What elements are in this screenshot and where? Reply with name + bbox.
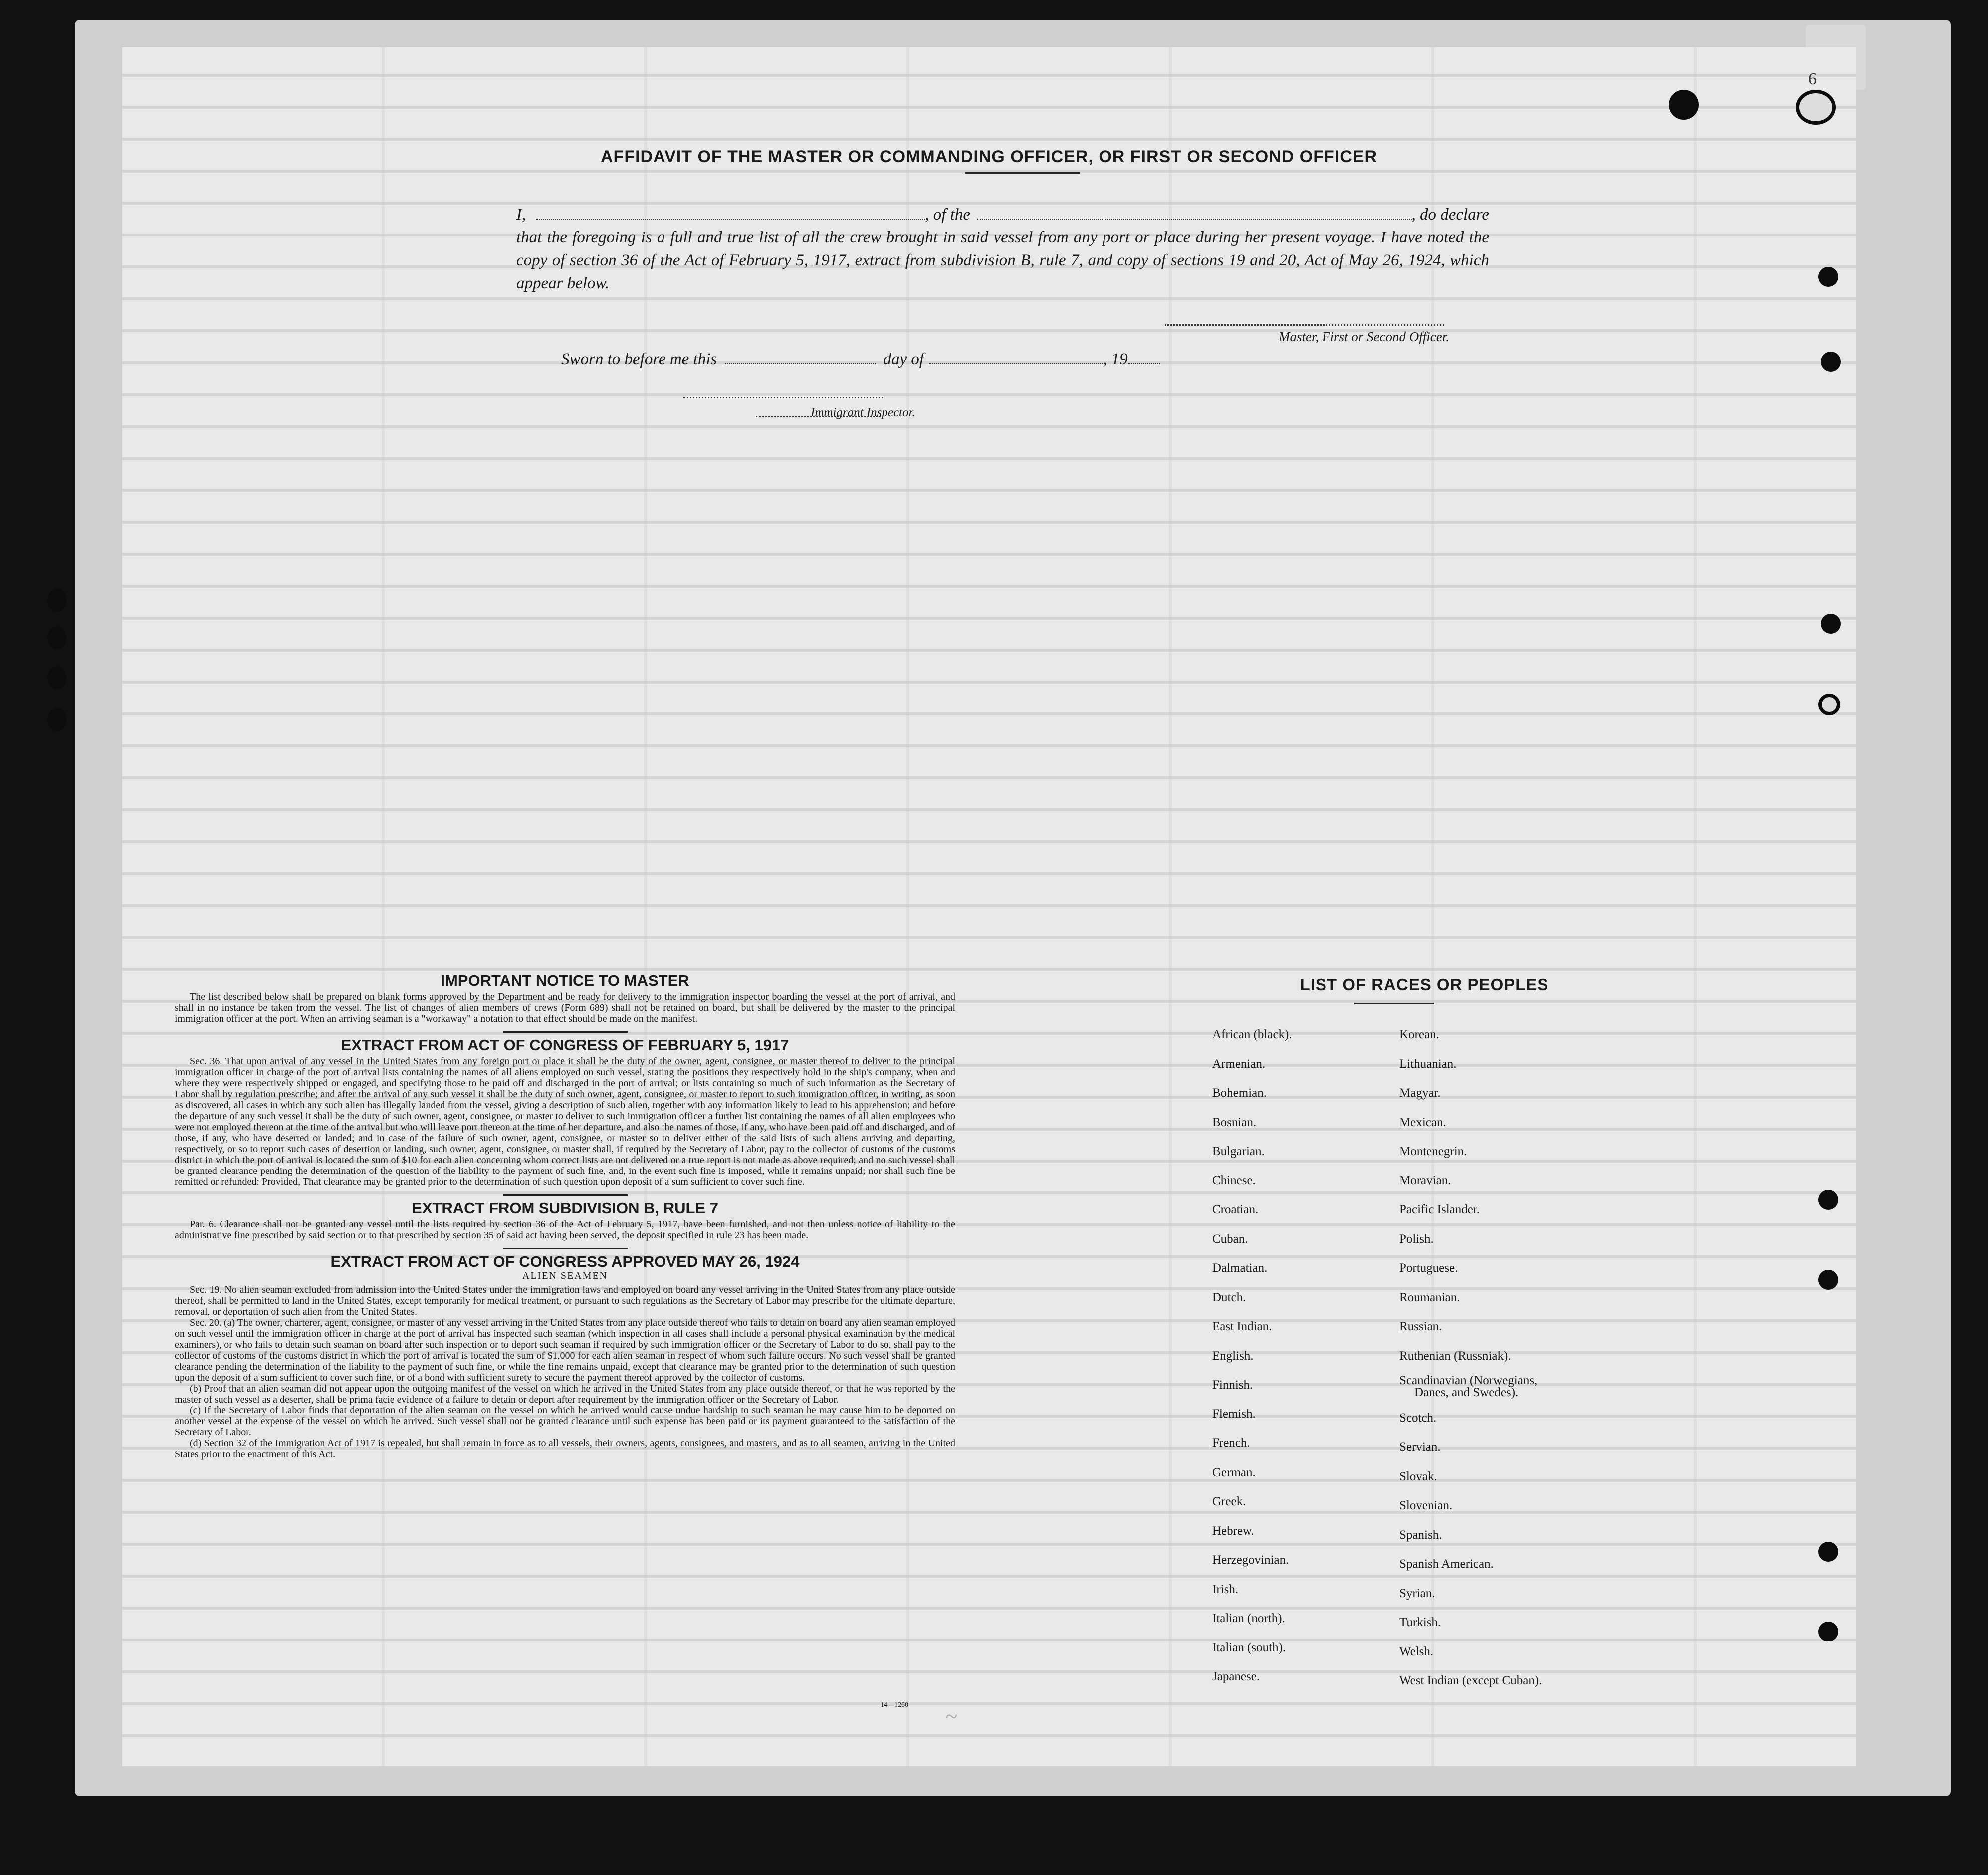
race-item: Korean. [1399, 1028, 1439, 1041]
race-item: African (black). [1212, 1028, 1292, 1041]
extract-1924-title: EXTRACT FROM ACT OF CONGRESS APPROVED MAY 26, 1924 [330, 1253, 800, 1270]
race-item: Chinese. [1212, 1173, 1256, 1187]
page-number-annotation: 6 [1808, 70, 1817, 88]
race-item: German. [1212, 1465, 1256, 1479]
sec20b-text: (b) Proof that an alien seaman did not appear upon the outgoing manifest of the vessel on which he arrived in the United States from any place outside thereof, or that he was reported by the master of such vessel as a deserter, shall be prima facie evidence of a failure to detain or deport after requirement by the immigration officer or the Secretary of Labor. [175, 1383, 955, 1405]
affidavit-title: AFFIDAVIT OF THE MASTER OR COMMANDING OFFICER, OR FIRST OR SECOND OFFICER [601, 147, 1377, 166]
affidavit-body [516, 202, 1489, 295]
race-item-line: Scandinavian (Norwegians, [1399, 1374, 1538, 1387]
race-item: Herzegovinian. [1212, 1553, 1289, 1567]
race-item: Lithuanian. [1399, 1057, 1457, 1071]
race-item: Montenegrin. [1399, 1145, 1467, 1158]
section-rule [503, 1031, 628, 1033]
name-blank[interactable] [536, 202, 925, 220]
sworn-day-blank[interactable] [725, 347, 876, 364]
race-item: Italian (north). [1212, 1612, 1285, 1625]
inspector-label: Immigrant Inspector. [811, 406, 915, 419]
day-of-text: day of [883, 350, 924, 368]
extract-1917-text: Sec. 36. That upon arrival of any vessel in the United States from any foreign port or place it shall be the duty of the owner, agent, consignee, or master thereof to deliver to the principal immigration officer in charge of the port of arrival lists containing the names of all aliens employed on such vessel, stating the positions they respectively hold in the ship's company, when and where they were respectively shipped or engaged, and specifying those to be paid off and discharged in the port of arrival; or lists containing so much of such information as the Secretary of Labor shall by regulation prescribe; and after the arrival of any such vessel it shall be the duty of such owner, agent, consignee, or master to report to such immigration officer, in writing, as soon as discovered, all cases in which any such alien has illegally landed from the vessel, giving a description of such alien, together with any information likely to lead to his apprehension; and before the departure of any such vessel it shall be the duty of such owner, agent, consignee, or master to deliver to such immigration officer a further list containing the names of all alien employees who were not employed thereon at the time of the arrival but who will leave port thereon at the time of her departure, and also the names of those, if any, who have been paid off and discharged, and of those, if any, who have deserted or landed; and in case of the failure of such owner, agent, consignee, or master so to deliver either of the said lists of such aliens arriving and departing, respectively, or so to report such cases of desertion or landing, such owner, agent, consignee, or master shall, if required by the Secretary of Labor, pay to the collector of customs of the customs district in which the port of arrival is located the sum of $10 for each alien concerning whom correct lists are not delivered or a true report is not made as above required; and no such vessel shall be granted clearance pending the determination of the question of the liability to the payment of such fine, and, in the event such fine is imposed, while it remains unpaid; nor shall such fine be remitted or refunded: Provided, That clearance may be granted prior to the determination of such question upon deposit of a sum sufficient to cover such fine. [175, 1056, 955, 1187]
affidavit-i: I, [516, 206, 526, 224]
race-item: Polish. [1399, 1232, 1434, 1246]
races-rule [1354, 1003, 1434, 1004]
race-item: Ruthenian (Russniak). [1399, 1349, 1511, 1363]
sec20a-text: Sec. 20. (a) The owner, charterer, agent, consignee, or master of any vessel arriving in the United States from any place outside thereof who fails to detain on board any alien seaman employed on such vessel until the immigration officer in charge at the port of arrival has inspected such seaman (which inspection in all cases shall include a personal physical examination by the medical examiners), or who fails to detain such seaman on board after such inspection or to deport such seaman if required by such immigration officer or the Secretary of Labor to do so, shall pay to the collector of customs of the customs district in which the port of arrival is located the sum of $1,000 for each alien seaman in respect of whom such failure occurs. No such vessel shall be granted clearance pending the determination of the liability to the payment of such fine, or while the fine remains unpaid, except that clearance may be granted prior to the determination of such question upon the deposit of a sum sufficient to cover such fine, or of a bond with sufficient surety to secure the payment thereof approved by the collector of customs. [175, 1317, 955, 1383]
notice-column [175, 972, 955, 1460]
race-item: Finnish. [1212, 1378, 1253, 1392]
sec20c-text: (c) If the Secretary of Labor finds that deportation of the alien seaman on the vessel on which he arrived would cause undue hardship to such seaman he may cause him to be deported on another vessel at the expense of the vessel on which he arrived. Such vessel shall not be granted clearance until such expense has been paid or its payment guaranteed to the satisfaction of the Secretary of Labor. [175, 1405, 955, 1438]
race-item: Syrian. [1399, 1586, 1435, 1600]
inspector-signature-line[interactable] [683, 397, 883, 398]
race-item: Portuguese. [1399, 1261, 1458, 1275]
race-item: Armenian. [1212, 1057, 1266, 1071]
race-item: Flemish. [1212, 1407, 1256, 1421]
race-item-stacked [1399, 1371, 1542, 1404]
race-item: Bohemian. [1212, 1086, 1267, 1100]
binding-hole-left-4 [47, 708, 66, 731]
race-item: Italian (south). [1212, 1641, 1286, 1654]
race-item: Russian. [1399, 1320, 1442, 1333]
binding-hole-left-1 [47, 589, 66, 612]
race-item: Bulgarian. [1212, 1145, 1265, 1158]
punch-hole-right-3 [1821, 614, 1841, 634]
punch-hole-right-5 [1818, 1270, 1838, 1290]
race-item: Turkish. [1399, 1616, 1441, 1629]
race-item: Croatian. [1212, 1203, 1259, 1216]
race-item: Dalmatian. [1212, 1261, 1268, 1275]
race-item-line: Danes, and Swedes). [1414, 1386, 1519, 1399]
affidavit-do-declare: , do declare [1411, 206, 1489, 224]
extract-rule7-text: Par. 6. Clearance shall not be granted any vessel until the lists required by section 36 of the Act of February 5, 1917, have been furnished, and not then unless notice of liability to the administrative fine prescribed by said section or to that prescribed by section 35 of said act having been served, the deposit specified in rule 23 has been made. [175, 1219, 955, 1241]
race-item: Cuban. [1212, 1232, 1248, 1246]
race-item: Pacific Islander. [1399, 1203, 1480, 1216]
vessel-blank[interactable] [977, 202, 1412, 220]
signature-label: Master, First or Second Officer. [1279, 329, 1449, 344]
race-item: Slovenian. [1399, 1499, 1453, 1512]
year-prefix: , 19 [1103, 350, 1128, 368]
punch-hole-top-1 [1669, 90, 1699, 120]
section-rule [503, 1248, 628, 1249]
punch-hole-right-1 [1818, 267, 1838, 287]
punch-ring-right [1818, 694, 1840, 715]
race-item: English. [1212, 1349, 1254, 1363]
punch-hole-right-2 [1821, 352, 1841, 372]
alien-seamen-subtitle: ALIEN SEAMEN [522, 1270, 608, 1281]
race-item: Servian. [1399, 1440, 1441, 1454]
extract-rule7-title: EXTRACT FROM SUBDIVISION B, RULE 7 [412, 1199, 718, 1217]
race-item: Dutch. [1212, 1290, 1246, 1304]
race-item: Moravian. [1399, 1173, 1451, 1187]
race-item: Roumanian. [1399, 1290, 1460, 1304]
extract-1917-title: EXTRACT FROM ACT OF CONGRESS OF FEBRUARY 5, 1917 [341, 1036, 789, 1054]
bleed-through-ruling [122, 47, 1856, 1766]
race-item: Mexican. [1399, 1115, 1446, 1129]
races-title: LIST OF RACES OR PEOPLES [1300, 975, 1549, 994]
signature-line[interactable] [1165, 324, 1444, 326]
affidavit-of-the: , of the [925, 206, 970, 224]
punch-ring-top [1796, 90, 1836, 125]
sec20d-text: (d) Section 32 of the Immigration Act of 1917 is repealed, but shall remain in force as to all vessels, their owners, agents, consignees, and masters, and as to all seamen, arriving in the United States prior to the enactment of this Act. [175, 1438, 955, 1460]
race-item: Bosnian. [1212, 1115, 1257, 1129]
race-item: Japanese. [1212, 1670, 1260, 1683]
race-item: Hebrew. [1212, 1524, 1254, 1538]
form-number: 14—1260 [881, 1701, 908, 1709]
sec19-text: Sec. 19. No alien seaman excluded from admission into the United States under the immigration laws and employed on board any vessel arriving in the United States from any place outside thereof, shall be permitted to land in the United States, except temporarily for medical treatment, or pursuant to such regulations as the Secretary of Labor may prescribe for the ultimate departure, removal, or deportation of such alien from the United States. [175, 1284, 955, 1317]
races-column-2 [1399, 1020, 1542, 1696]
race-item: West Indian (except Cuban). [1399, 1674, 1542, 1687]
notice-title: IMPORTANT NOTICE TO MASTER [441, 972, 689, 989]
pencil-scrawl: ~ [945, 1704, 957, 1729]
race-item: East Indian. [1212, 1320, 1272, 1333]
punch-hole-right-4 [1818, 1190, 1838, 1210]
punch-hole-right-6 [1818, 1542, 1838, 1562]
sworn-line [561, 347, 1160, 369]
race-item: Slovak. [1399, 1469, 1437, 1483]
sworn-month-blank[interactable] [929, 347, 1103, 364]
race-item: Spanish. [1399, 1528, 1442, 1542]
race-item: French. [1212, 1436, 1250, 1450]
title-rule [965, 172, 1080, 174]
races-column-1 [1212, 1020, 1292, 1692]
affidavit-declaration-line [516, 202, 1489, 226]
binding-hole-left-3 [47, 666, 66, 689]
document-page [122, 47, 1856, 1766]
binding-hole-left-2 [47, 626, 66, 649]
race-item: Spanish American. [1399, 1557, 1494, 1571]
race-item: Scotch. [1399, 1411, 1437, 1425]
section-rule [503, 1194, 628, 1196]
affidavit-statement: that the foregoing is a full and true list of all the crew brought in said vessel from any port or place during her present voyage. I have noted the copy of section 36 of the Act of February 5, 1917, extract from subdivision B, rule 7, and copy of sections 19 and 20, Act of May 26, 1924, which appear below. [516, 229, 1489, 292]
sworn-text: Sworn to before me this [561, 350, 717, 368]
race-item: Greek. [1212, 1495, 1246, 1508]
race-item: Welsh. [1399, 1644, 1434, 1658]
race-item: Irish. [1212, 1582, 1239, 1596]
punch-hole-right-7 [1818, 1622, 1838, 1641]
notice-text: The list described below shall be prepared on blank forms approved by the Department and be ready for delivery to the immigration inspector boarding the vessel at the port of arrival, and shall in no instance be taken from the vessel. The list of changes of alien members of crews (Form 689) shall not be retained on board, but shall be delivered by the master to the principal immigration officer at the port. When an arriving seaman is a "workaway" a notation to that effect should be made on the manifest. [175, 991, 955, 1024]
sworn-year-blank[interactable] [1128, 347, 1160, 364]
race-item: Magyar. [1399, 1086, 1441, 1100]
